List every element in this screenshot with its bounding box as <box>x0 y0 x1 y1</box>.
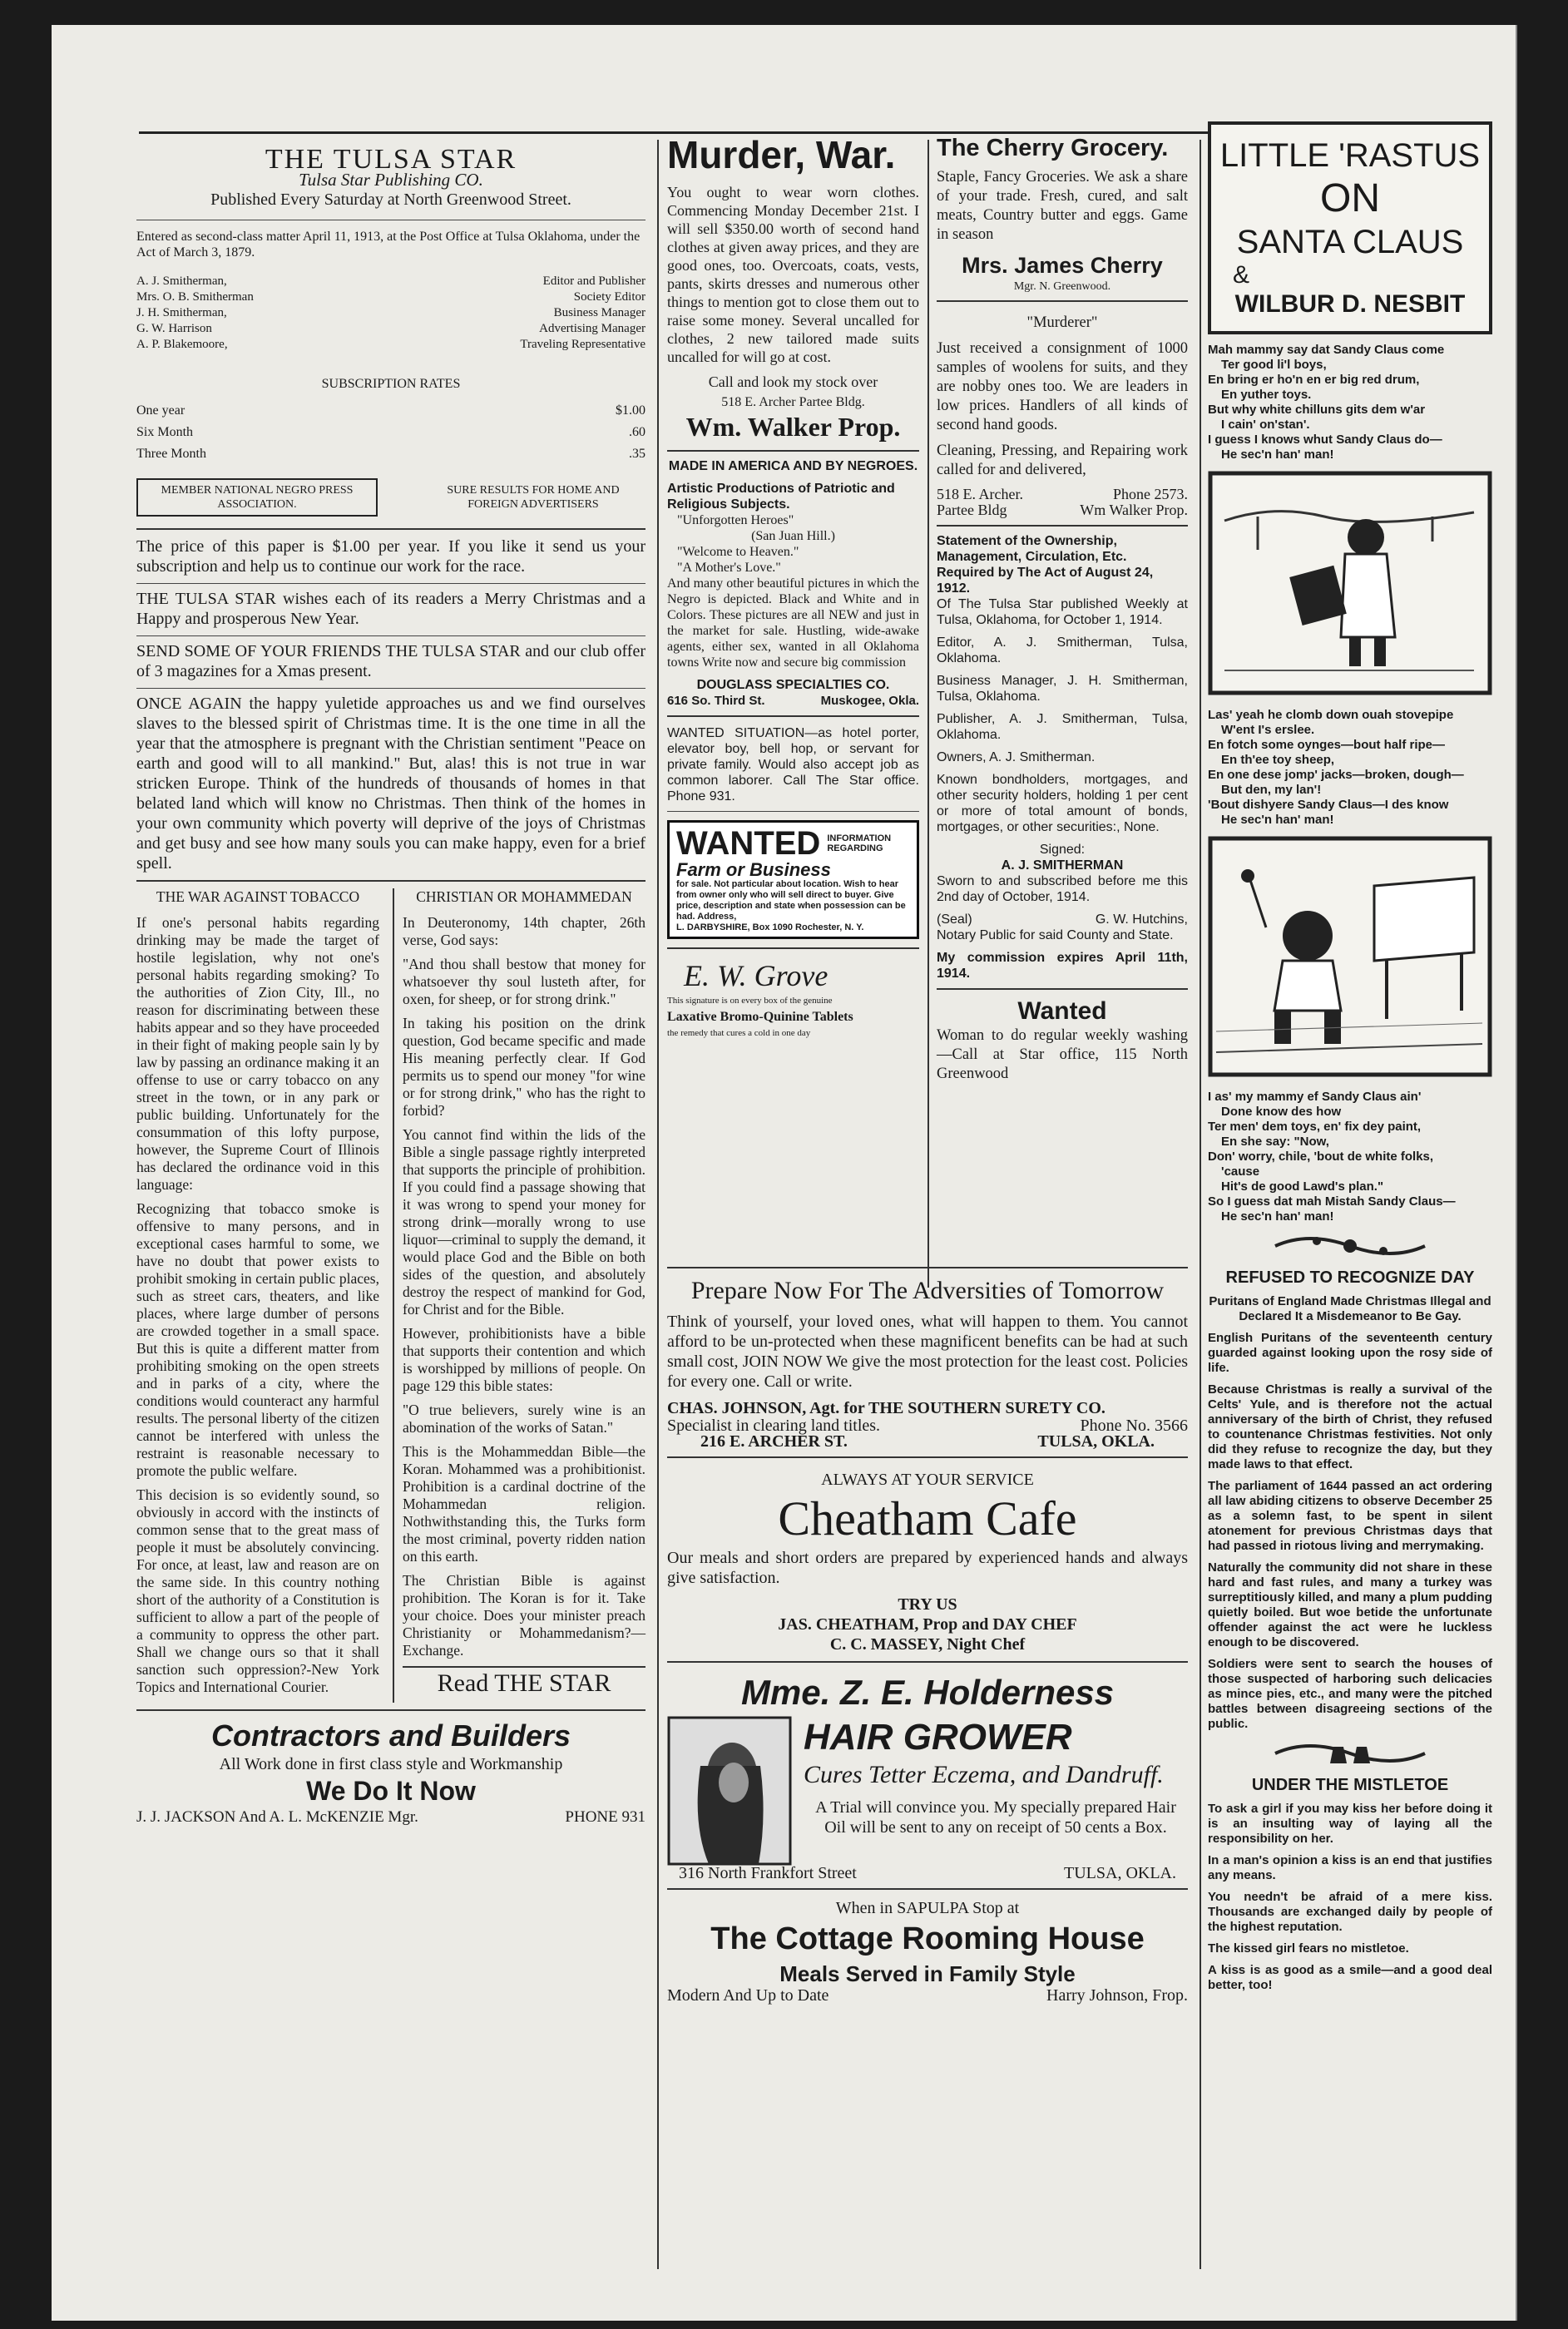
verse-line: Hit's de good Lawd's plan." <box>1221 1179 1384 1194</box>
divider <box>667 1456 1188 1458</box>
murder-war-sign: Wm. Walker Prop. <box>685 412 901 442</box>
verse-line: Mah mammy say dat Sandy Claus come <box>1208 343 1445 357</box>
made-in-america-intro: Artistic Productions of Patriotic and Religious Subjects. <box>667 482 895 512</box>
subscription-row: Three Month .35 <box>136 447 646 461</box>
divider <box>136 1709 646 1711</box>
made-in-america-heading: MADE IN AMERICA AND BY NEGROES. <box>668 459 918 473</box>
verse-line: Don' worry, chile, 'bout de white folks, <box>1208 1150 1434 1164</box>
column-middle <box>667 133 919 1049</box>
verse-line: 'Bout dishyere Sandy Claus—I des know <box>1208 798 1449 812</box>
contractors-managers: J. J. JACKSON And A. L. McKENZIE Mgr. <box>136 1808 418 1826</box>
christian-paragraph: You cannot find within the lids of the Bible a single passage rightly interpreted that supports the principle of prohibition. If you could find a passage showing that it was wrong to spend your money for strong drink—morally wrong to use liquor—criminal to supply the demand, it would place God and the Bible on both sides of the question, and absolutely destroy the respect of mankind for God, for Christ and for the Bible. <box>403 1126 646 1318</box>
verse-line: Las' yeah he clomb down ouah stovepipe <box>1208 708 1454 722</box>
divider <box>667 1267 1188 1268</box>
christian-article <box>393 888 646 1703</box>
murder-war-call: Call and look my stock over <box>708 373 878 390</box>
entered-notice: Entered as second-class matter April 11, 1913, at the Post Office at Tulsa Oklahoma, under the Act of March 3, 1879. <box>136 230 641 260</box>
verse-line: En th'ee toy sheep, <box>1221 753 1335 767</box>
made-in-america-company: DOUGLASS SPECIALTIES CO. <box>696 678 890 692</box>
holderness-text <box>804 1716 1188 1866</box>
verse-line: En she say: "Now, <box>1221 1135 1329 1149</box>
divider <box>136 528 646 530</box>
ownership-statement <box>937 596 1188 982</box>
member-row <box>136 478 646 517</box>
masthead-published: Published Every Saturday at North Greenwood Street. <box>210 190 571 209</box>
grove-signature: E. W. Grove <box>684 959 829 992</box>
murder-war-body: You ought to wear worn clothes. Commencing Monday December 21st. I will sell $350.00 worth of second hand clothes at given away prices, and they are good ones, too. Overcoats, coats, vests, pants, skirts dresses and numerous other things to mention got to close them out to raise some money. Several uncalled for clothes, 2 new tailored made suits uncalled for will go at cost. <box>667 184 919 365</box>
divider <box>667 811 919 812</box>
divider <box>136 635 646 636</box>
divider <box>937 300 1188 302</box>
surety-body: Think of yourself, your loved ones, what will happen to them. You cannot afford to be un-protected when these magnificent benefits can be had at such small cost, JOIN NOW We give the most protection for the least cost. Policies for every one. Call or write. <box>667 1313 1188 1391</box>
subscription-heading: SUBSCRIPTION RATES <box>321 377 461 391</box>
murder-war-title: Murder, War. <box>667 133 896 176</box>
cheatham-try: TRY US <box>898 1595 957 1614</box>
divider <box>937 988 1188 990</box>
bells-ornament-icon <box>1267 1738 1433 1768</box>
murderer-body2: Cleaning, Pressing, and Repairing work called for and delivered, <box>937 443 1188 478</box>
staff-row: A. P. Blakemoore, Traveling Representative <box>136 338 646 351</box>
ownership-line: Of The Tulsa Star published Weekly at Tulsa, Oklahoma, for October 1, 1914. <box>937 597 1188 627</box>
verse-line: He sec'n han' man! <box>1221 1209 1334 1224</box>
verse-line: But den, my lan'! <box>1221 783 1322 797</box>
ownership-notary2: Notary Public for said County and State. <box>937 928 1174 942</box>
verse-line: En one dese jomp' jacks—broken, dough— <box>1208 768 1464 782</box>
divider <box>667 450 919 452</box>
sure-results: SURE RESULTS FOR HOME AND FOREIGN ADVERTISERS <box>447 484 620 511</box>
surety-agent: CHAS. JOHNSON, Agt. for THE SOUTHERN SURETY CO. <box>667 1399 1106 1417</box>
refused-heading: REFUSED TO RECOGNIZE DAY <box>1225 1268 1475 1287</box>
verse-line: He sec'n han' man! <box>1221 813 1334 827</box>
column-right <box>1208 121 1492 2000</box>
refused-paragraph: Soldiers were sent to search the houses of those suspected of harboring such delicacies as mince pies, etc., and many were the pitched battles between disagreeing sections of the public. <box>1208 1657 1492 1731</box>
masthead-publisher: Tulsa Star Publishing CO. <box>299 170 483 190</box>
once-again: ONCE AGAIN the happy yuletide approaches us and we find ourselves slaves to the blessed spirit of Christmas time. It is the one time in all the year that the atmosphere is pregnant with the Christian sentiment "Peace on earth and good will to all mankind." But, alas! this is not true in war stricken Europe. Think of the hundreds of thousands of homes in that belated land which will know no Christmas. Then think of the homes in your own community which poverty will deprive of the joys of Christmas and get busy and see how many souls you can make happy, even for a brief spell. <box>136 695 646 873</box>
wanted-woman-title: Wanted <box>1017 997 1107 1025</box>
refused-paragraph: Because Christmas is really a survival of the Celts' Yule, and is therefore not the actual anniversary of the birth of Christ, they refused to countenance Christmas festivities. Not only did they refuse to recognize the day, but they made laws to that effect. <box>1208 1382 1492 1471</box>
verse-line: So I guess dat mah Mistah Sandy Claus— <box>1208 1194 1456 1209</box>
divider <box>403 1666 646 1668</box>
verse-line: Ter good li'l boys, <box>1221 358 1327 372</box>
two-column-articles <box>136 888 646 1703</box>
christian-paragraph: "And thou shall bestow that money for whatsoever thy soul lusteth after, for oxen, for sheep, or for strong drink." <box>403 956 646 1007</box>
boy-with-drum-illustration <box>1208 471 1492 695</box>
surety-spec-row: Specialist in clearing land titles. Phone No. 3566 <box>667 1417 1188 1435</box>
cherry-mgr: Mgr. N. Greenwood. <box>1013 280 1111 293</box>
cheatham-chef2: C. C. MASSEY, Night Chef <box>829 1635 1026 1654</box>
made-in-america-item: "Unforgotten Heroes" <box>677 513 794 527</box>
murderer-body: Just received a consignment of 1000 samples of woolens for suits, and they are nobby ones too. We are leaders in low prices. Handlers of all kinds of second hand goods. <box>937 340 1188 433</box>
contractors-phone: PHONE 931 <box>565 1808 646 1826</box>
cheatham-body: Our meals and short orders are prepared by experienced hands and always give satisfaction. <box>667 1549 1188 1587</box>
made-in-america-item: "A Mother's Love." <box>677 561 781 575</box>
cheatham-chef1: JAS. CHEATHAM, Prop and DAY CHEF <box>778 1615 1077 1634</box>
tobacco-heading: THE WAR AGAINST TOBACCO <box>156 888 360 905</box>
divider <box>667 1888 1188 1890</box>
surety-addr-row: 216 E. ARCHER ST. TULSA, OKLA. <box>700 1432 1155 1451</box>
verse-line: W'ent I's erslee. <box>1221 723 1315 737</box>
verse-line: I guess I knows whut Sandy Claus do— <box>1208 433 1442 447</box>
verse-line: En yuther toys. <box>1221 388 1312 402</box>
ownership-notary-row: (Seal) G. W. Hutchins, <box>937 912 1188 927</box>
mistletoe-body <box>1208 1802 1492 1993</box>
subscription-row: One year $1.00 <box>136 403 646 418</box>
cottage-top: When in SAPULPA Stop at <box>835 1899 1020 1917</box>
mistletoe-paragraph: A kiss is as good as a smile—and a good deal better, too! <box>1208 1963 1492 1992</box>
mistletoe-paragraph: To ask a girl if you may kiss her before doing it is an insulting way of laying all the responsibility on her. <box>1208 1802 1492 1846</box>
cherry-body: Staple, Fancy Groceries. We ask a share of your trade. Fresh, cured, and salt meats, Country butter and eggs. Game in season <box>937 169 1188 243</box>
mistletoe-paragraph: In a man's opinion a kiss is an end that justifies any means. <box>1208 1853 1492 1882</box>
christian-paragraph: In taking his position on the drink question, God became specific and made His meaning perfectly clear. If God permits us to spend our money "for wine or for strong drink," who has the right to forbid? <box>403 1015 646 1119</box>
rastus-verse-2 <box>1208 708 1492 828</box>
cherry-title: The Cherry Grocery. <box>937 135 1169 161</box>
divider <box>136 880 646 882</box>
holderness-cures: Cures Tetter Eczema, and Dandruff. <box>804 1761 1164 1788</box>
verse-line: But why white chilluns gits dem w'ar <box>1208 403 1426 417</box>
send-some: SEND SOME OF YOUR FRIENDS THE TULSA STAR and our club offer of 3 magazines for a Xmas present. <box>136 642 646 680</box>
verse-line: Done know des how <box>1221 1105 1342 1119</box>
ownership-sworn: Sworn to and subscribed before me this 2nd day of October, 1914. <box>937 874 1188 904</box>
wanted-farm-body: for sale. Not particular about location. Wish to hear from owner only who will sell direct to buyer. Give price, description and state when possession can be had. Address, <box>676 879 906 922</box>
verse-line: He sec'n han' man! <box>1221 448 1334 462</box>
ownership-line: Editor, A. J. Smitherman, Tulsa, Oklahoma. <box>937 635 1188 665</box>
holly-ornament-icon <box>1267 1231 1433 1261</box>
murderer-line1: 518 E. Archer. Phone 2573. <box>937 486 1188 502</box>
made-in-america-body: And many other beautiful pictures in which the Negro is depicted. Black and White and in Colors. These pictures are all NEW and just in the market for sale. Hustling, wide-awake agents, either sex, wanted in all Oklahoma towns Write now and secure big commission <box>667 576 919 670</box>
contractors-ad <box>136 1718 646 1827</box>
wanted-farm-sub1: INFORMATION REGARDING <box>827 833 892 853</box>
made-in-america-item: (San Juan Hill.) <box>751 529 835 543</box>
wanted-woman-body: Woman to do regular weekly washing —Call at Star office, 115 North Greenwood <box>937 1027 1188 1082</box>
divider <box>136 688 646 689</box>
christian-paragraph: However, prohibitionists have a bible that supports their contention and which is worshipped by millions of people. On page 129 this bible states: <box>403 1325 646 1394</box>
divider <box>937 525 1188 527</box>
christian-paragraph: "O true believers, surely wine is an abomination of the works of Satan." <box>403 1402 646 1436</box>
ownership-line: Publisher, A. J. Smitherman, Tulsa, Oklahoma. <box>937 712 1188 742</box>
contractors-title: Contractors and Builders <box>210 1718 571 1753</box>
wanted-farm-title: WANTED <box>676 825 821 862</box>
holderness-body: A Trial will convince you. My specially prepared Hair Oil will be sent to any on receipt of 50 cents a Box. <box>815 1798 1176 1837</box>
cheatham-top: ALWAYS AT YOUR SERVICE <box>821 1471 1034 1489</box>
rastus-title-line2: ON <box>1320 176 1380 220</box>
divider <box>667 715 919 717</box>
christian-heading: CHRISTIAN OR MOHAMMEDAN <box>416 888 632 905</box>
verse-line: 'cause <box>1221 1164 1260 1179</box>
ownership-heading: Statement of the Ownership, Management, Circulation, Etc. Required by The Act of August 24, 1912. <box>937 534 1154 596</box>
tobacco-paragraph: Recognizing that tobacco smoke is offensive to many persons, and in exceptional cases harmful to some, we have no doubt that power exists to prohibit smoking in certain public places, such as street cars, theaters, and like places, where large dumber of persons are crowded together in a small space. But this is quite a different matter from prohibiting smoking on the open streets and in parks of a city, where the conditions would counteract any harmful results. The personal liberty of the citizen cannot be interfered with unless the restraint is reasonable necessary to promote the public welfare. <box>136 1200 379 1479</box>
subscription-table <box>136 400 646 465</box>
christmas-wish: THE TULSA STAR wishes each of its readers a Merry Christmas and a Happy and prosperous New Year. <box>136 590 646 628</box>
verse-line: I as' my mammy ef Sandy Claus ain' <box>1208 1090 1422 1104</box>
grove-line3: the remedy that cures a cold in one day <box>667 1028 811 1038</box>
rastus-ampersand: & <box>1233 261 1250 289</box>
mistletoe-paragraph: You needn't be afraid of a mere kiss. Thousands are exchanged daily by people of the highest reputation. <box>1208 1890 1492 1934</box>
wanted-situation: WANTED SITUATION—as hotel porter, elevator boy, bell hop, or servant for private family. Would also accept job as common laborer. Call The Star office. Phone 931. <box>667 726 919 804</box>
refused-sub: Puritans of England Made Christmas Illegal and Declared It a Misdemeanor to Be Gay. <box>1209 1294 1491 1323</box>
rastus-title-line1: LITTLE 'RASTUS <box>1219 137 1481 174</box>
murder-war-address: 518 E. Archer Partee Bldg. <box>721 395 865 409</box>
rastus-verse-3 <box>1208 1090 1492 1224</box>
ownership-line: Business Manager, J. H. Smitherman, Tulsa, Oklahoma. <box>937 674 1188 704</box>
cottage-meals: Meals Served in Family Style <box>779 1961 1076 1986</box>
wanted-farm-address: L. DARBYSHIRE, Box 1090 Rochester, N. Y. <box>676 922 864 932</box>
refused-body <box>1208 1331 1492 1732</box>
rastus-verse-1 <box>1208 343 1492 462</box>
verse-line: En bring er ho'n en er big red drum, <box>1208 373 1420 387</box>
rastus-title-line3: SANTA CLAUS <box>1236 224 1464 260</box>
column-divider-3 <box>1199 140 1201 2269</box>
rastus-author: WILBUR D. NESBIT <box>1234 290 1466 318</box>
mistletoe-paragraph: The kissed girl fears no mistletoe. <box>1208 1941 1409 1956</box>
grove-ad <box>667 957 919 1041</box>
ownership-line: Owners, A. J. Smitherman. <box>937 750 1096 764</box>
column-right-center <box>937 133 1188 1090</box>
wanted-farm-ad <box>667 820 919 939</box>
portrait-image <box>667 1716 792 1866</box>
price-note: The price of this paper is $1.00 per year. If you like it send us your subscription and help us to continue our work for the race. <box>136 537 646 576</box>
newspaper-page <box>52 25 1517 2321</box>
divider <box>667 947 919 949</box>
column-divider-2 <box>927 140 929 1288</box>
grove-line2: Laxative Bromo-Quinine Tablets <box>667 1010 853 1024</box>
member-box: MEMBER NATIONAL NEGRO PRESS ASSOCIATION. <box>136 478 378 517</box>
christian-paragraph: The Christian Bible is against prohibition. The Koran is for it. Take your choice. Does your minister preach Christianity or Mohammedanism?—Exchange. <box>403 1572 646 1659</box>
column-divider-1 <box>657 140 659 2269</box>
cheatham-title: Cheatham Cafe <box>778 1491 1077 1545</box>
made-in-america-address: 616 So. Third St. Muskogee, Okla. <box>667 694 919 708</box>
tobacco-paragraph: This decision is so evidently sound, so obviously in accord with the instincts of common sense that to the great mass of people it must be absolutely convincing. For once, at least, law and reason are on the same side. In this country nothing short of the authority of a Constitution is sufficient to allow a part of the people of a community to oppress the other part. Shall we change ours so that it shall sanction such oppression?-New York Topics and International Courier. <box>136 1486 379 1695</box>
tobacco-article <box>136 888 379 1703</box>
subscription-row: Six Month .60 <box>136 425 646 439</box>
mistletoe-heading: UNDER THE MISTLETOE <box>1251 1776 1449 1794</box>
made-in-america-item: "Welcome to Heaven." <box>677 545 799 559</box>
holderness-title: Mme. Z. E. Holderness <box>740 1673 1115 1712</box>
holderness-body-row <box>667 1716 1188 1866</box>
divider <box>667 1661 1188 1663</box>
verse-line: Ter men' dem toys, en' fix dey paint, <box>1208 1120 1422 1134</box>
wide-ads <box>667 1260 1188 2004</box>
staff-row: A. J. Smitherman, Editor and Publisher <box>136 274 646 288</box>
refused-paragraph: Naturally the community did not share in these hard and fast rules, and many a turkey was surreptitiously killed, and many a plum pudding quietly boiled. But woe betide the unfortunate offender against the act were he luckless enough to be discovered. <box>1208 1560 1492 1649</box>
refused-paragraph: The parliament of 1644 passed an act ordering all law abiding citizens to observe December 25 as a solemn fast, to be spent in silent atonement for previous Christmas days that had passed in riotous living and merrymaking. <box>1208 1479 1492 1553</box>
verse-line: I cain' on'stan'. <box>1221 418 1310 432</box>
christian-paragraph: This is the Mohammeddan Bible—the Koran. Mohammed was a prohibitionist. Prohibition is a cardinal doctrine of the Mohammedan religion. Nothwithstanding this, the Turks form the most criminal, poverty ridden nation on this earth. <box>403 1443 646 1565</box>
christian-paragraph: In Deuteronomy, 14th chapter, 26th verse, God says: <box>403 914 646 948</box>
holderness-hair: HAIR GROWER <box>804 1717 1072 1758</box>
staff-row: G. W. Harrison Advertising Manager <box>136 322 646 335</box>
murderer-title: "Murderer" <box>1026 314 1098 331</box>
wanted-farm-sub2: Farm or Business <box>676 859 831 880</box>
read-the-star: Read THE STAR <box>437 1669 611 1697</box>
ownership-signed: Signed: <box>1039 843 1086 857</box>
cherry-owner: Mrs. James Cherry <box>962 253 1163 278</box>
staff-row: J. H. Smitherman, Business Manager <box>136 306 646 319</box>
ownership-expires: My commission expires April 11th, 1914. <box>937 951 1188 981</box>
holderness-addr-row: 316 North Frankfort Street TULSA, OKLA. <box>679 1864 1176 1882</box>
rastus-title-box <box>1208 121 1492 334</box>
murderer-line2: Partee Bldg Wm Walker Prop. <box>937 502 1188 518</box>
ownership-signer: A. J. SMITHERMAN <box>1001 858 1124 873</box>
masthead-title: THE TULSA STAR <box>265 144 517 175</box>
grove-line1: This signature is on every box of the genuine <box>667 996 833 1006</box>
surety-title: Prepare Now For The Adversities of Tomorrow <box>690 1277 1165 1304</box>
tobacco-paragraph: If one's personal habits regarding drinking may be made the target of hostile legislation, why not one's personal habits regarding smoking? To the authorities of Zion City, Ill., no reason for discriminating between these habits appear and so they have proceeded in their fight of making people sain ly by law by passing an ordinance making it an offense to use or carry tobacco on any street in the town, or in any park or public building. Unfortunately for the consummation of this lofty purpose, however, the Supreme Court of Illinois has declared the ordinance void in this language: <box>136 914 379 1193</box>
contractors-line3-row <box>136 1807 646 1827</box>
cottage-bottom-row: Modern And Up to Date Harry Johnson, Frop. <box>667 1986 1188 2005</box>
refused-paragraph: English Puritans of the seventeenth century guarded against looking upon the rosy side of life. <box>1208 1331 1492 1375</box>
contractors-line1: All Work done in first class style and Workmanship <box>219 1755 563 1773</box>
verse-line: En fotch some oynges—bout half ripe— <box>1208 738 1446 752</box>
contractors-line2: We Do It Now <box>306 1776 476 1806</box>
ownership-line: Known bondholders, mortgages, and other security holders, holding 1 per cent or more of total amount of bonds, mortgages, or other securities:, None. <box>937 773 1188 834</box>
column-left <box>136 133 646 1827</box>
divider <box>136 583 646 584</box>
cottage-title: The Cottage Rooming House <box>710 1921 1145 1956</box>
staff-row: Mrs. O. B. Smitherman Society Editor <box>136 290 646 304</box>
staff-list <box>136 274 646 353</box>
boy-with-jumping-jack-illustration <box>1208 836 1492 1077</box>
wanted-farm-header <box>676 826 910 861</box>
